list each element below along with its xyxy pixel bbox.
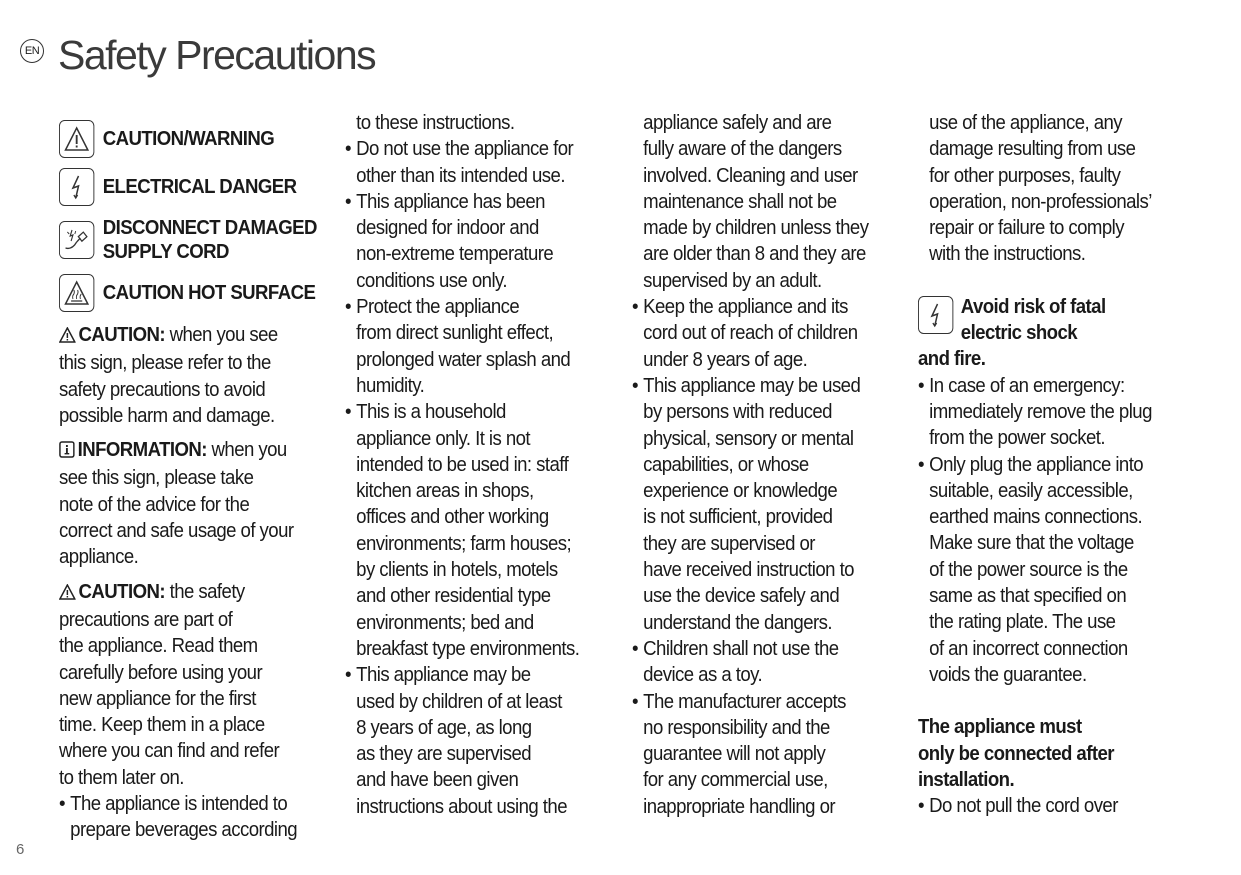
installation-heading: The appliance must only be connected after installation. — [918, 716, 1114, 791]
legend-hot-surface: CAUTION HOT SURFACE — [59, 274, 321, 312]
legend-caution-warning: CAUTION/WARNING — [59, 120, 321, 158]
continued-text: use of the appliance, any damage resulting from use for other purposes, faulty operation, non-professionals’ repair or failure to comply with the instructions. — [929, 112, 1152, 266]
legend-disconnect-cord: DISCONNECT DAMAGED SUPPLY CORD — [59, 216, 321, 264]
list-item: • Children shall not use the device as a toy. — [632, 637, 839, 687]
list-item: • The manufacturer accepts no responsibility and the guarantee will not apply for any commercial use, inappropriate handling or — [632, 690, 846, 818]
page-title: Safety Precautions — [58, 32, 376, 78]
list-item: • Keep the appliance and its cord out of reach of children under 8 years of age. — [632, 296, 858, 371]
list-item: • The appliance is intended to prepare beverages according — [59, 793, 298, 842]
fatal-shock-heading: Avoid risk of fatal electric shock — [918, 294, 1186, 347]
lightning-icon — [918, 296, 953, 334]
column-3 — [632, 110, 900, 820]
caution-triangle-icon — [59, 324, 76, 350]
hot-surface-icon — [59, 274, 94, 312]
caution-paragraph-1: CAUTION: when you see this sign, please refer to the safety precautions to avoid possible harm and damage. — [59, 324, 278, 427]
information-paragraph: INFORMATION: when you see this sign, please take note of the advice for the correct and safe usage of your appliance. — [59, 439, 294, 569]
continued-text: to these instructions. — [356, 112, 515, 134]
list-item: • Protect the appliance from direct sunlight effect, prolonged water splash and humidity. — [345, 296, 571, 397]
column-1 — [59, 110, 321, 844]
list-item: • In case of an emergency: immediately remove the plug from the power socket. — [918, 374, 1152, 450]
list-item: • Do not pull the cord over — [918, 795, 1118, 818]
list-item: • Only plug the appliance into suitable, easily accessible, earthed mains connections. Make sure that the voltage of the power source is the same as that specified on the rating plate. The use of an incorrect connection voids the guarantee. — [918, 453, 1144, 686]
caution-triangle-icon — [59, 581, 76, 607]
damaged-cord-icon — [59, 221, 94, 259]
warning-triangle-icon — [59, 120, 94, 158]
list-item: • This appliance may be used by persons with reduced physical, sensory or mental capabilities, or whose experience or knowledge is not sufficient, provided they are supervised or have received instruction to use the device safely and understand the dangers. — [632, 374, 861, 634]
list-item: • This appliance has been designed for indoor and non-extreme temperature conditions use only. — [345, 190, 554, 292]
fatal-shock-heading-end: and fire. — [918, 348, 986, 371]
language-badge: EN — [20, 39, 44, 63]
column-2 — [345, 110, 613, 820]
lightning-icon — [59, 168, 94, 206]
caution-paragraph-2: CAUTION: the safety precautions are part of the appliance. Read them carefully before using your new appliance for the first time. Keep them in a place where you can find and refer to them later on. — [59, 580, 280, 789]
info-icon — [59, 439, 75, 465]
list-item: • Do not use the appliance for other than its intended use. — [345, 138, 574, 187]
list-item: • This appliance may be used by children of at least 8 years of age, as long as they are supervised and have been given instructions about using the — [345, 664, 567, 818]
page-number: 6 — [16, 841, 25, 858]
column-4 — [918, 110, 1186, 819]
page-header — [20, 32, 375, 79]
list-item: • This is a household appliance only. It is not intended to be used in: staff kitchen areas in shops, offices and other working environments; farm houses; by clients in hotels, motels and other residential type environments; bed and breakfast type environments. — [345, 401, 580, 660]
continued-text: appliance safely and are fully aware of the dangers involved. Cleaning and user maintenance shall not be made by children unless they are older than 8 and they are supervised by an adult. — [643, 112, 869, 292]
legend-electrical-danger: ELECTRICAL DANGER — [59, 168, 321, 206]
